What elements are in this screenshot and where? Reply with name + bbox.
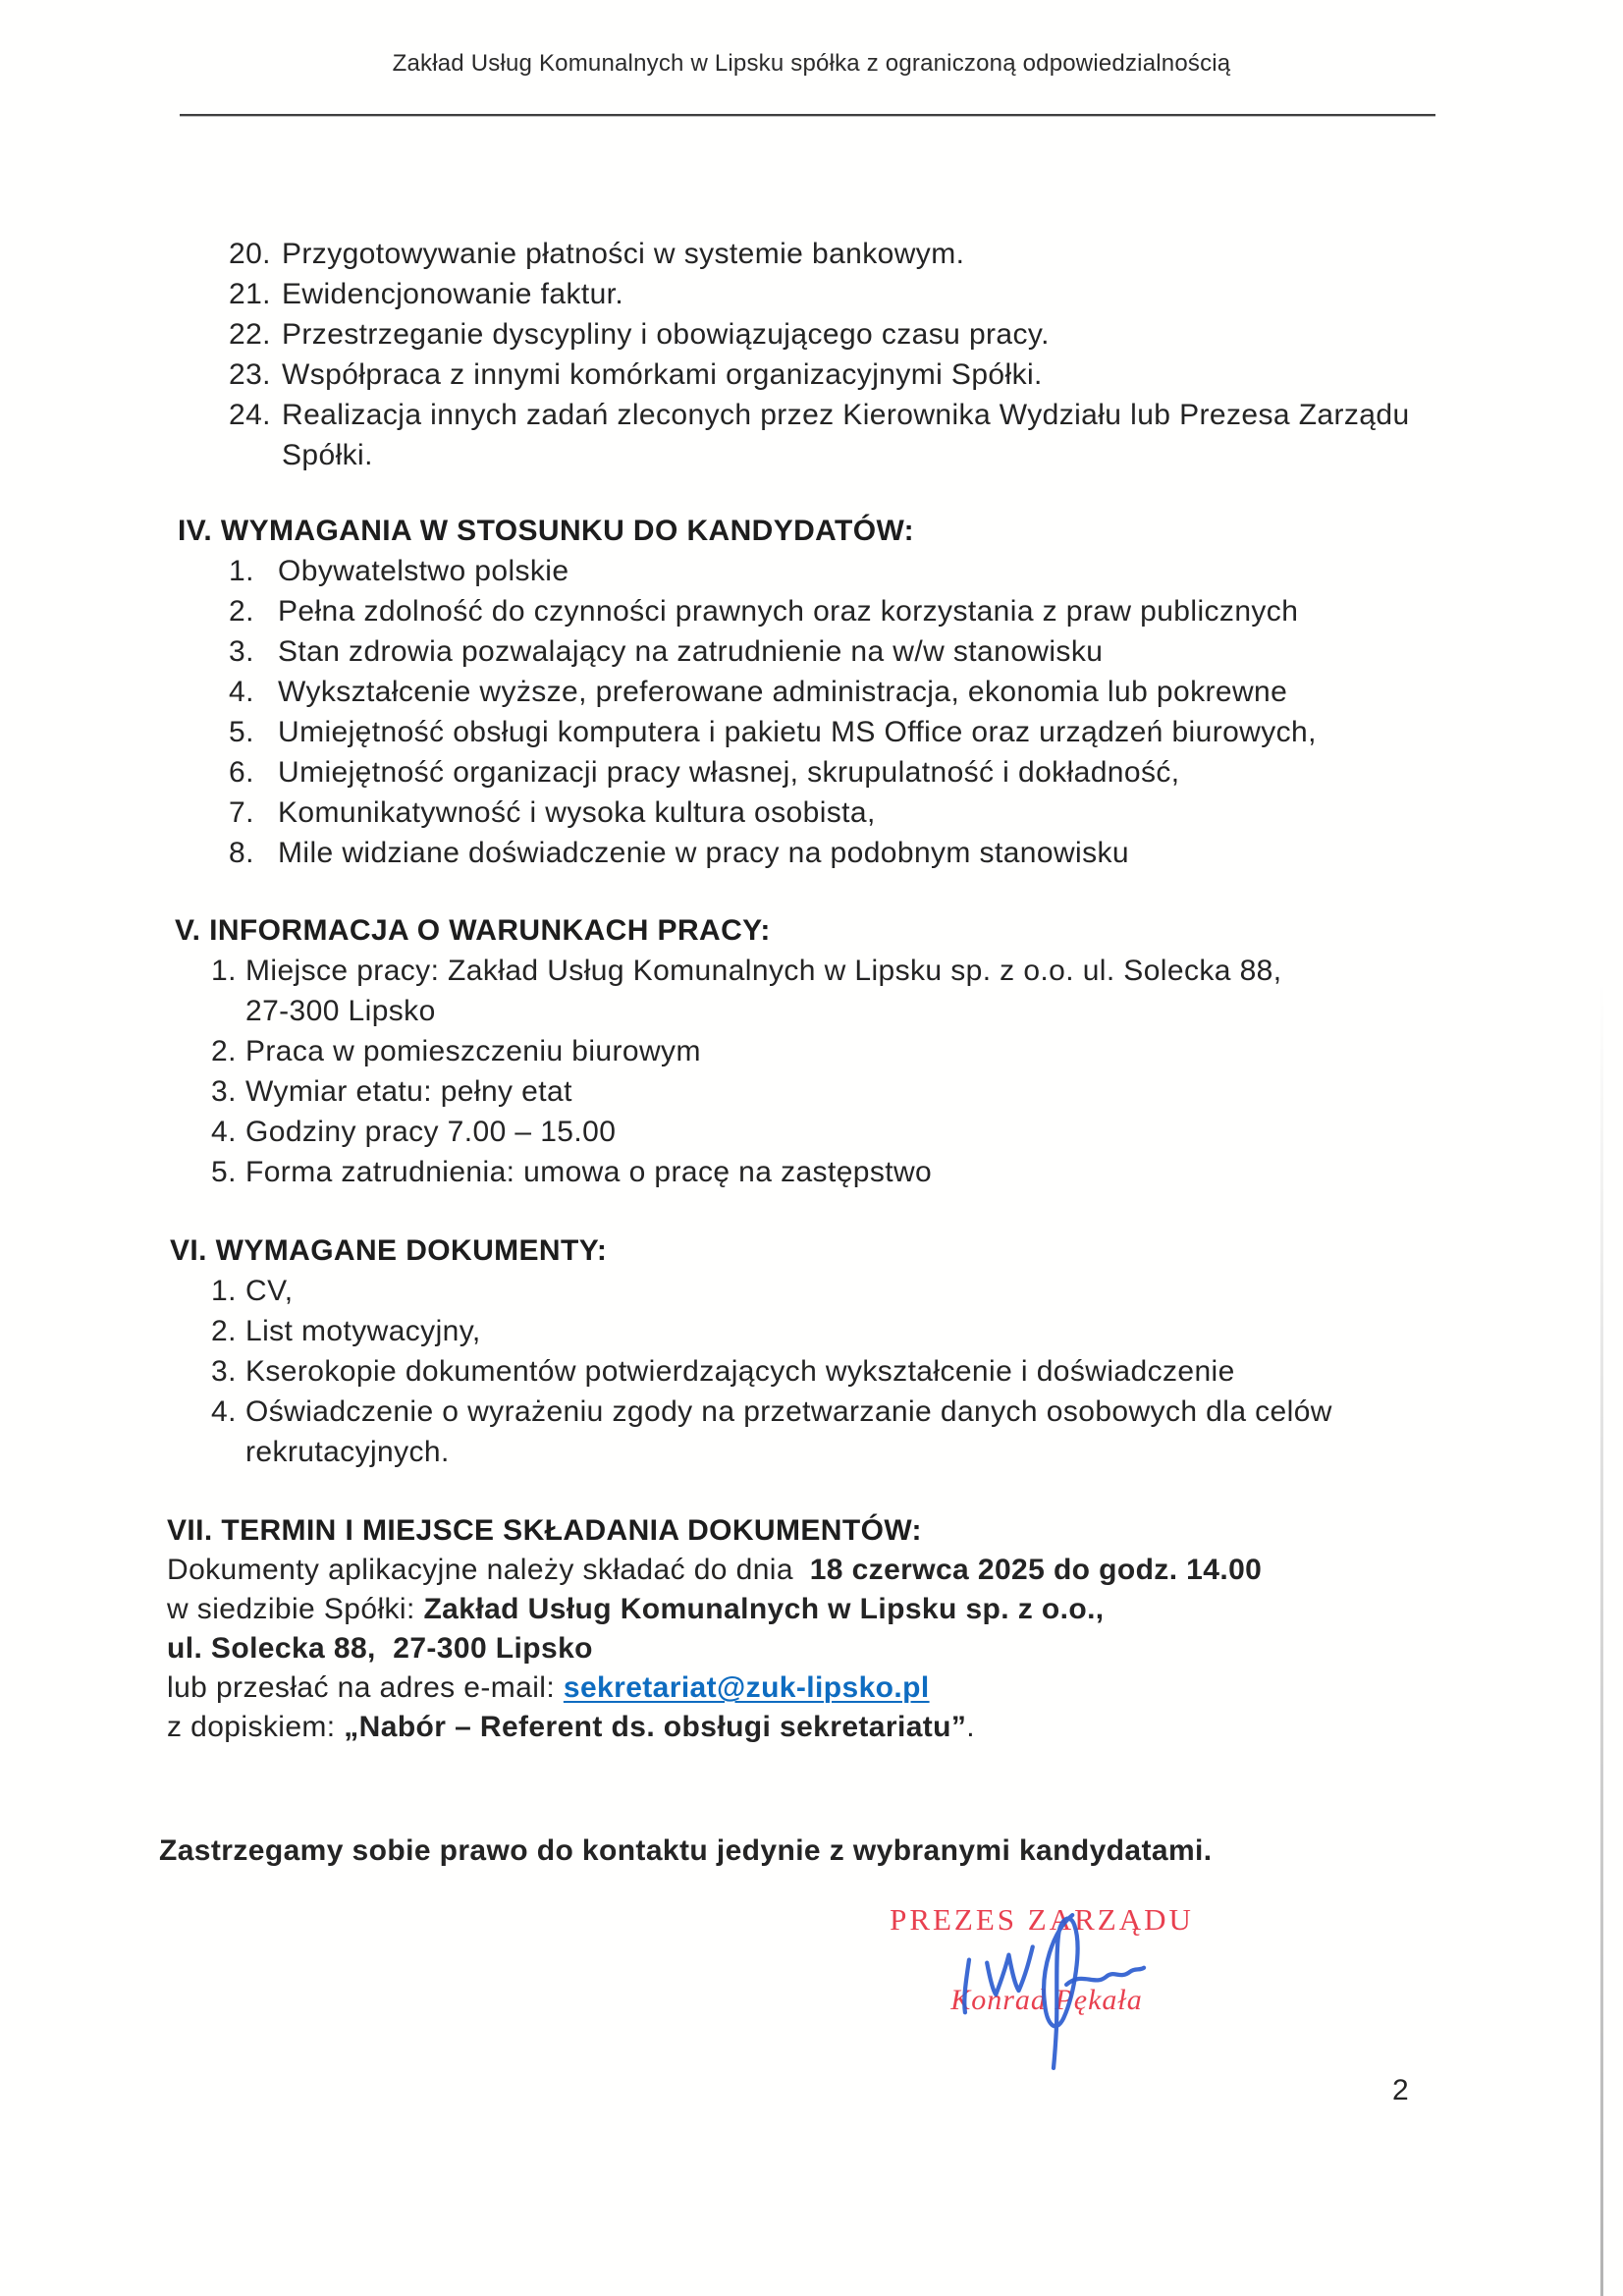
- submission-address-line: [167, 1629, 1623, 1668]
- list-item-text: Realizacja innych zadań zleconych przez Kierownika Wydziału lub Prezesa Zarządu: [282, 399, 1410, 431]
- list-item-number: 5.: [229, 716, 254, 748]
- list-item-continuation: [211, 1432, 1623, 1472]
- list-item: [211, 1392, 1623, 1432]
- list-item-number: 5.: [211, 1156, 237, 1188]
- list-item: [229, 672, 1623, 712]
- requirements-list: [229, 551, 1623, 873]
- section-iv-heading: IV. WYMAGANIA W STOSUNKU DO KANDYDATÓW:: [178, 515, 915, 547]
- list-item-number: 4.: [229, 676, 254, 708]
- section-vii-heading: VII. TERMIN I MIEJSCE SKŁADANIA DOKUMENTÓW:: [167, 1514, 922, 1547]
- subject-period: .: [966, 1711, 976, 1743]
- list-item: [211, 1271, 1623, 1311]
- list-item: [229, 274, 1623, 314]
- list-item-text: CV,: [245, 1275, 294, 1307]
- list-item-number: 2.: [211, 1315, 237, 1347]
- list-item-text: Umiejętność organizacji pracy własnej, skrupulatność i dokładność,: [278, 756, 1180, 789]
- list-item-number: 8.: [229, 837, 254, 869]
- list-item: [229, 712, 1623, 752]
- list-item-text: Obywatelstwo polskie: [278, 555, 569, 587]
- required-documents-list: [211, 1271, 1623, 1472]
- list-item: [229, 833, 1623, 873]
- place-label: w siedzibie Spółki:: [167, 1593, 424, 1625]
- list-item-text: Umiejętność obsługi komputera i pakietu MS Office oraz urządzeń biurowych,: [278, 716, 1317, 748]
- list-item-text: Praca w pomieszczeniu biurowym: [245, 1035, 701, 1067]
- email-link[interactable]: sekretariat@zuk-lipsko.pl: [563, 1671, 930, 1704]
- list-item-text: 27-300 Lipsko: [245, 995, 436, 1027]
- page-number: 2: [1392, 2074, 1410, 2106]
- list-item: [229, 551, 1623, 591]
- list-item: [211, 1071, 1623, 1112]
- list-item: [211, 1351, 1623, 1392]
- list-item: [229, 793, 1623, 833]
- submission-place-line: [167, 1590, 1623, 1629]
- subject-label: z dopiskiem:: [167, 1711, 345, 1743]
- list-item-text: Wymiar etatu: pełny etat: [245, 1075, 572, 1108]
- company-name-bold: Zakład Usług Komunalnych w Lipsku sp. z o.o.,: [423, 1593, 1105, 1625]
- submission-deadline-line: [167, 1551, 1623, 1590]
- list-item-text: Ewidencjonowanie faktur.: [282, 278, 624, 310]
- deadline-label: Dokumenty aplikacyjne należy składać do dnia: [167, 1554, 802, 1586]
- list-item-text: Komunikatywność i wysoka kultura osobista,: [278, 796, 876, 829]
- submission-email-line: [167, 1668, 1623, 1708]
- list-item: [211, 1152, 1623, 1192]
- stamp-name: Konrad Pękała: [950, 1984, 1143, 2016]
- list-item: [229, 314, 1623, 355]
- list-item: [229, 631, 1623, 672]
- list-item-number: 6.: [229, 756, 254, 789]
- list-item-text: Spółki.: [282, 439, 373, 471]
- list-item-number: 4.: [211, 1116, 237, 1148]
- list-item: [211, 1112, 1623, 1152]
- list-item-number: 1.: [229, 555, 254, 587]
- list-item-text: Pełna zdolność do czynności prawnych oraz korzystania z praw publicznych: [278, 595, 1299, 628]
- list-item-text: Wykształcenie wyższe, preferowane administracja, ekonomia lub pokrewne: [278, 676, 1288, 708]
- list-item-number: 4.: [211, 1395, 237, 1428]
- handwritten-signature: [953, 1905, 1156, 2074]
- list-item-text: Oświadczenie o wyrażeniu zgody na przetwarzanie danych osobowych dla celów: [245, 1395, 1332, 1428]
- list-item-number: 1.: [211, 955, 237, 987]
- list-item-number: [211, 991, 245, 1031]
- list-item-number: 20.: [229, 238, 271, 270]
- list-item-text: Forma zatrudnienia: umowa o pracę na zastępstwo: [245, 1156, 933, 1188]
- section-vi-heading: VI. WYMAGANE DOKUMENTY:: [170, 1234, 608, 1267]
- list-item-number: 22.: [229, 318, 271, 351]
- list-item-number: [229, 435, 282, 475]
- list-item-number: 1.: [211, 1275, 237, 1307]
- submission-subject-line: [167, 1708, 1623, 1747]
- list-item: [211, 1031, 1623, 1071]
- subject-value-bold: „Nabór – Referent ds. obsługi sekretariatu”: [344, 1711, 967, 1743]
- stamp-title: PREZES ZARZĄDU: [890, 1902, 1194, 1937]
- list-item-number: [211, 1432, 245, 1472]
- list-item-text: Przestrzeganie dyscypliny i obowiązującego czasu pracy.: [282, 318, 1050, 351]
- list-item-text: rekrutacyjnych.: [245, 1436, 450, 1468]
- list-item-number: 7.: [229, 796, 254, 829]
- list-item-number: 2.: [211, 1035, 237, 1067]
- list-item: [229, 395, 1623, 435]
- work-conditions-list: [211, 951, 1623, 1192]
- list-item-text: Mile widziane doświadczenie w pracy na podobnym stanowisku: [278, 837, 1129, 869]
- company-address-bold: ul. Solecka 88, 27-300 Lipsko: [167, 1632, 593, 1665]
- contact-disclaimer-note: Zastrzegamy sobie prawo do kontaktu jedynie z wybranymi kandydatami.: [159, 1834, 1213, 1867]
- deadline-value: 18 czerwca 2025 do godz. 14.00: [809, 1554, 1263, 1586]
- list-item-text: Kserokopie dokumentów potwierdzających wykształcenie i doświadczenie: [245, 1355, 1235, 1388]
- list-item-number: 2.: [229, 595, 254, 628]
- list-item-continuation: [211, 991, 1623, 1031]
- list-item: [229, 355, 1623, 395]
- list-item: [229, 752, 1623, 793]
- list-item-text: Współpraca z innymi komórkami organizacyjnymi Spółki.: [282, 358, 1043, 391]
- company-header: Zakład Usług Komunalnych w Lipsku spółka z ograniczoną odpowiedzialnością: [392, 50, 1231, 77]
- list-item-text: Godziny pracy 7.00 – 15.00: [245, 1116, 617, 1148]
- list-item-text: Miejsce pracy: Zakład Usług Komunalnych w Lipsku sp. z o.o. ul. Solecka 88,: [245, 955, 1282, 987]
- list-item: [229, 234, 1623, 274]
- duties-list-continued: [229, 234, 1623, 475]
- list-item-number: 24.: [229, 399, 271, 431]
- section-v-heading: V. INFORMACJA O WARUNKACH PRACY:: [175, 914, 771, 947]
- list-item-number: 21.: [229, 278, 271, 310]
- list-item-continuation: [229, 435, 1623, 475]
- list-item-number: 3.: [229, 635, 254, 668]
- list-item: [211, 951, 1623, 991]
- president-stamp: [889, 1903, 1195, 2017]
- list-item: [229, 591, 1623, 631]
- list-item-text: List motywacyjny,: [245, 1315, 481, 1347]
- list-item-number: 3.: [211, 1355, 237, 1388]
- list-item-text: Przygotowywanie płatności w systemie bankowym.: [282, 238, 965, 270]
- list-item-number: 3.: [211, 1075, 237, 1108]
- list-item-number: 23.: [229, 358, 271, 391]
- submission-paragraph: [167, 1551, 1623, 1747]
- list-item-text: Stan zdrowia pozwalający na zatrudnienie na w/w stanowisku: [278, 635, 1104, 668]
- list-item: [211, 1311, 1623, 1351]
- email-label: lub przesłać na adres e-mail:: [167, 1671, 564, 1704]
- header-divider: [180, 114, 1435, 116]
